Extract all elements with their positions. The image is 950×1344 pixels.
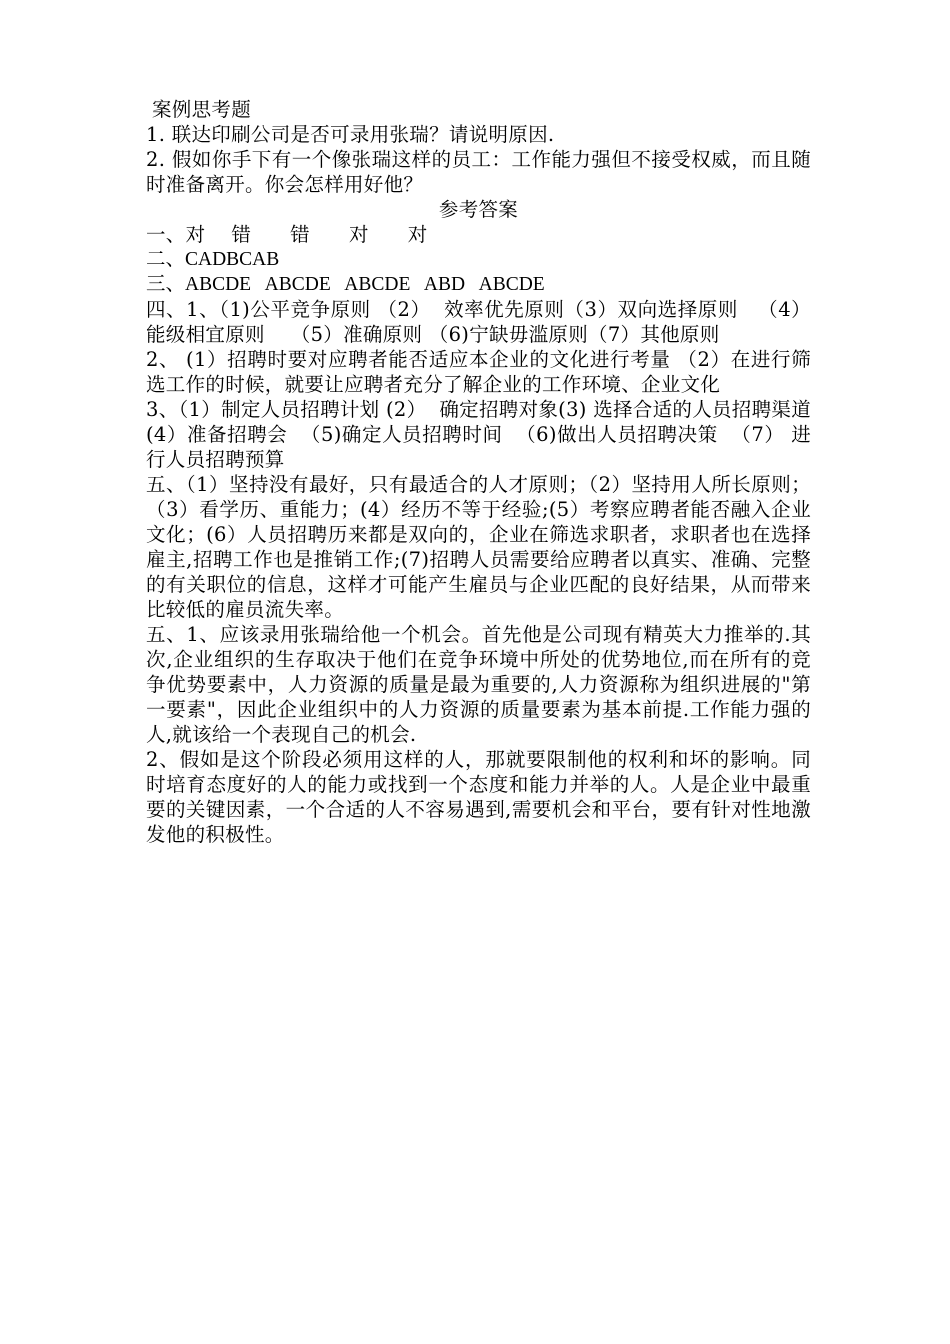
answer-section-4-item-3: 3、（1）制定人员招聘计划 (2） 确定招聘对象(3) 选择合适的人员招聘渠道 (4）准备招聘会 （5)确定人员招聘时间 （6)做出人员招聘决策 （7） 进行人员招聘预算: [146, 398, 824, 471]
answers-heading: 参考答案: [438, 198, 519, 221]
answer-section-3: 三、ABCDE ABCDE ABCDE ABD ABCDE: [146, 274, 545, 295]
question-2: 2. 假如你手下有一个像张瑞这样的员工：工作能力强但不接受权威，而且随时准备离开。你会怎样用好他？: [146, 148, 811, 196]
answer-section-2: 二、CADBCAB: [146, 249, 280, 270]
document-body: [146, 97, 824, 847]
answer-section-4-item-2: 2、 (1）招聘时要对应聘者能否适应本企业的文化进行考量 （2）在进行筛选工作的时候，就要让应聘者充分了解企业的工作环境、企业文化: [146, 348, 811, 396]
answer-section-5b-item-1: 五、1、应该录用张瑞给他一个机会。首先他是公司现有精英大力推举的.其次,企业组织的生存取决于他们在竞争环境中所处的优势地位,而在所有的竞争优势要素中，人力资源的质量是最为重要的,人力资源称为组织进展的"第一要素"，因此企业组织中的人力资源的质量要素为基本前提.工作能力强的人,就该给一个表现自己的机会.: [146, 623, 811, 746]
answer-section-1: 一、对 错 错 对 对: [146, 223, 428, 246]
question-1: 1. 联达印刷公司是否可录用张瑞？请说明原因.: [146, 123, 555, 146]
case-questions-heading: 案例思考题: [152, 98, 252, 121]
answer-section-5: 五、（1）坚持没有最好，只有最适合的人才原则；（2）坚持用人所长原则；（3）看学历、重能力；(4）经历不等于经验;(5）考察应聘者能否融入企业文化；(6）人员招聘历来都是双向的，企业在筛选求职者，求职者也在选择雇主,招聘工作也是推销工作;(7)招聘人员需要给应聘者以真实、准确、完整的有关职位的信息，这样才可能产生雇员与企业匹配的良好结果，从而带来比较低的雇员流失率。: [146, 473, 811, 621]
answer-section-5b-item-2: 2、假如是这个阶段必须用这样的人，那就要限制他的权利和坏的影响。同时培育态度好的人的能力或找到一个态度和能力并举的人。人是企业中最重要的关键因素，一个合适的人不容易遇到,需要机会和平台，要有针对性地激发他的积极性。: [146, 748, 811, 846]
answer-section-4-item-1: 四、1、（1)公平竞争原则 （2） 效率优先原则（3）双向选择原则 （4）能级相宜原则 （5）准确原则 （6)宁缺毋滥原则（7）其他原则: [146, 298, 811, 346]
